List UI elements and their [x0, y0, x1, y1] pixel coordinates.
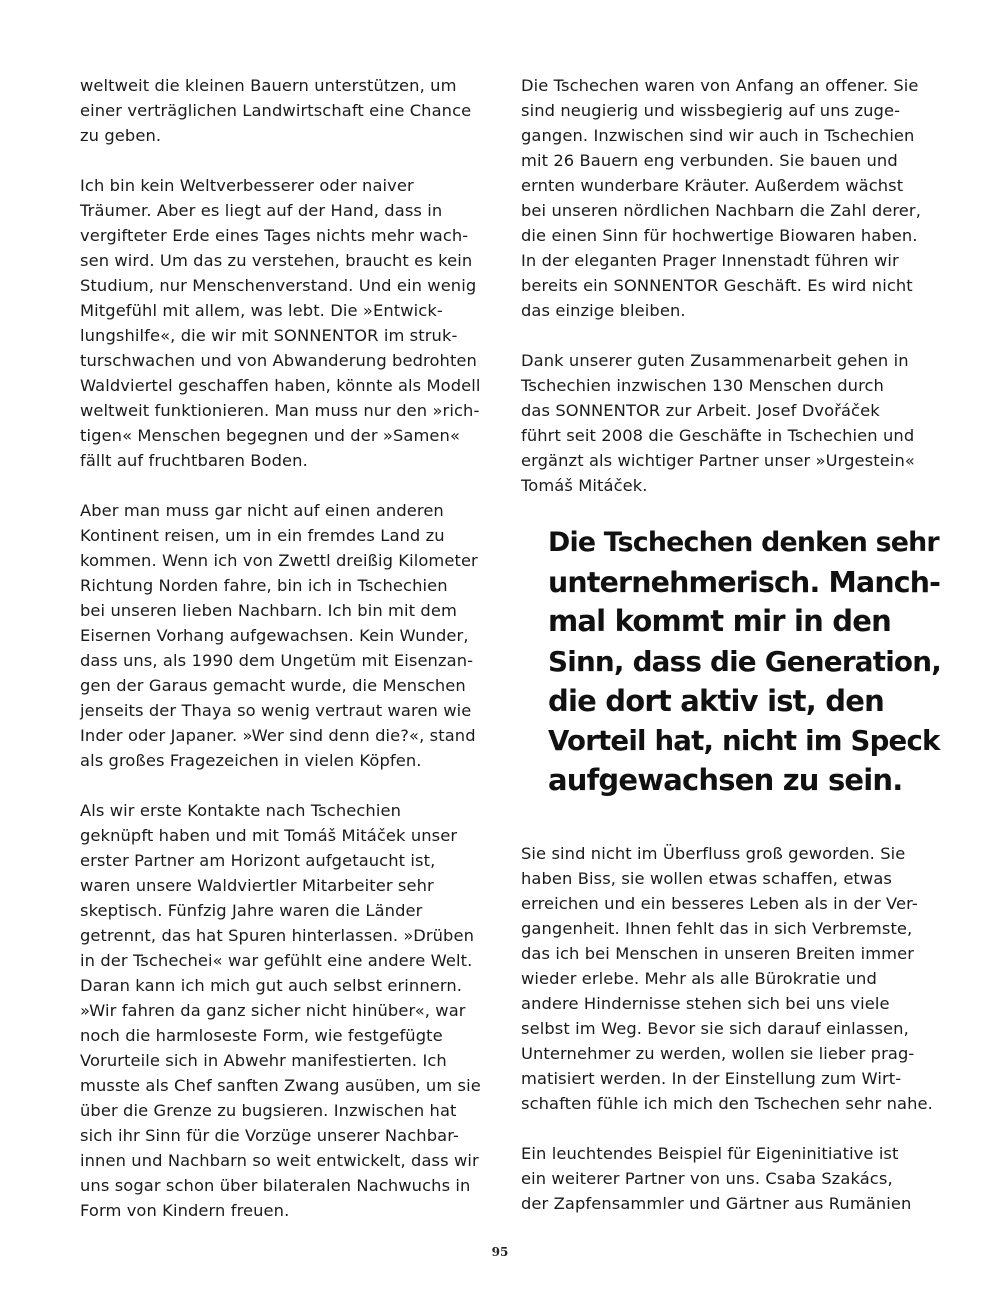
text-line: sind neugierig und wissbegierig auf uns zuge-: [521, 101, 901, 120]
text-line: haben Biss, sie wollen etwas schaffen, etwas: [521, 868, 892, 888]
paragraph-left-3: [80, 498, 500, 773]
text-line: Inder oder Japaner. »Wer sind denn die?«, stand: [80, 726, 476, 745]
text-line: bei unseren nördlichen Nachbarn die Zahl derer,: [521, 201, 921, 220]
text-line: gen der Garaus gemacht wurde, die Menschen: [80, 676, 466, 695]
text-line: wieder erlebe. Mehr als alle Bürokratie und: [521, 968, 877, 988]
text-line: zu geben.: [80, 126, 162, 145]
text-line: getrennt, das hat Spuren hinterlassen. »Drüben: [80, 926, 475, 945]
text-line: dass uns, als 1990 dem Ungetüm mit Eisenzan-: [80, 651, 474, 670]
text-line: fällt auf fruchtbaren Boden.: [80, 451, 308, 470]
text-line: weltweit funktionieren. Man muss nur den »rich-: [80, 401, 480, 420]
text-line: bei unseren lieben Nachbarn. Ich bin mit dem: [80, 601, 457, 620]
pull-quote-line: Vorteil hat, nicht im Speck: [548, 724, 940, 758]
pull-quote-line: aufgewachsen zu sein.: [548, 763, 903, 798]
pull-quote-line: die dort aktiv ist, den: [548, 683, 884, 718]
text-line: »Wir fahren da ganz sicher nicht hinüber«, war: [80, 1001, 466, 1020]
text-line: waren unsere Waldviertler Mitarbeiter sehr: [80, 876, 434, 895]
pull-quote-line: Die Tschechen denken sehr: [548, 527, 939, 558]
pull-quote-line: Sinn, dass die Generation,: [548, 645, 941, 679]
text-line: innen und Nachbarn so weit entwickelt, dass wir: [80, 1151, 479, 1170]
text-line: Aber man muss gar nicht auf einen anderen: [80, 501, 444, 520]
text-line: vergifteter Erde eines Tages nichts mehr wach-: [80, 226, 469, 245]
text-line: als großes Fragezeichen in vielen Köpfen.: [80, 751, 422, 770]
text-line: jenseits der Thaya so wenig vertraut waren wie: [80, 701, 472, 720]
text-line: Form von Kindern freuen.: [80, 1201, 290, 1220]
page-number: 95: [491, 1245, 509, 1259]
text-line: das einzige bleiben.: [521, 301, 686, 320]
text-line: Unternehmer zu werden, wollen sie lieber prag-: [521, 1043, 915, 1063]
text-line: erster Partner am Horizont aufgetaucht ist,: [80, 851, 436, 870]
text-line: noch die harmloseste Form, wie festgefügte: [80, 1026, 443, 1045]
text-line: geknüpft haben und mit Tomáš Mitáček unser: [80, 826, 458, 845]
text-line: andere Hindernisse stehen sich bei uns viele: [521, 993, 890, 1013]
text-line: ernten wunderbare Kräuter. Außerdem wächst: [521, 176, 904, 195]
text-line: ein weiterer Partner von uns. Csaba Szakács,: [521, 1168, 893, 1188]
text-line: das ich bei Menschen in unseren Breiten immer: [521, 943, 915, 963]
text-line: ergänzt als wichtiger Partner unser »Urgestein«: [521, 451, 915, 470]
text-line: matisiert werden. In der Einstellung zum Wirt-: [521, 1068, 902, 1088]
text-line: Als wir erste Kontakte nach Tschechien: [80, 801, 401, 820]
text-line: Daran kann ich mich gut auch selbst erinnern.: [80, 976, 463, 995]
paragraph-right-2: [521, 348, 941, 498]
paragraph-left-2: [80, 173, 500, 473]
text-line: Waldviertel geschaffen haben, könnte als Modell: [80, 376, 481, 395]
text-line: skeptisch. Fünfzig Jahre waren die Länder: [80, 901, 423, 920]
text-line: uns sogar schon über bilateralen Nachwuchs in: [80, 1176, 471, 1195]
paragraph-right-4: [521, 1141, 941, 1216]
text-line: kommen. Wenn ich von Zwettl dreißig Kilometer: [80, 551, 478, 570]
text-line: selbst im Weg. Bevor sie sich darauf einlassen,: [521, 1018, 909, 1038]
text-line: Tomáš Mitáček.: [521, 476, 648, 495]
text-line: Sie sind nicht im Überfluss groß geworden. Sie: [521, 843, 906, 863]
text-line: Vorurteile sich in Abwehr manifestierten. Ich: [80, 1051, 447, 1070]
text-line: Studium, nur Menschenverstand. Und ein wenig: [80, 276, 477, 295]
text-line: der Zapfensammler und Gärtner aus Rumänien: [521, 1193, 912, 1213]
text-line: schaften fühle ich mich den Tschechen sehr nahe.: [521, 1093, 933, 1113]
text-line: mit 26 Bauern eng verbunden. Sie bauen und: [521, 151, 898, 170]
text-line: Dank unserer guten Zusammenarbeit gehen in: [521, 351, 909, 370]
paragraph-left-4: [80, 798, 500, 1223]
text-line: Eisernen Vorhang aufgewachsen. Kein Wunder,: [80, 626, 469, 645]
pull-quote-line: unternehmerisch. Manch-: [548, 565, 941, 599]
text-line: Richtung Norden fahre, bin ich in Tschechien: [80, 576, 448, 595]
text-line: Kontinent reisen, um in ein fremdes Land zu: [80, 526, 445, 545]
text-line: sen wird. Um das zu verstehen, braucht es kein: [80, 251, 473, 270]
text-line: musste als Chef sanften Zwang ausüben, um sie: [80, 1076, 481, 1095]
paragraph-left-1: [80, 73, 500, 148]
text-line: Tschechien inzwischen 130 Menschen durch: [521, 376, 884, 395]
text-line: gangenheit. Ihnen fehlt das in sich Verbremste,: [521, 918, 913, 938]
text-line: Die Tschechen waren von Anfang an offener. Sie: [521, 76, 919, 95]
text-line: Ich bin kein Weltverbesserer oder naiver: [80, 176, 414, 195]
text-line: in der Tschechei« war gefühlt eine andere Welt.: [80, 951, 473, 970]
paragraph-right-1: [521, 73, 941, 323]
text-line: weltweit die kleinen Bauern unterstützen, um: [80, 76, 457, 95]
pull-quote: [548, 523, 941, 801]
text-line: erreichen und ein besseres Leben als in der Ver-: [521, 893, 918, 913]
text-line: turschwachen und von Abwanderung bedrohten: [80, 351, 477, 370]
text-line: über die Grenze zu bugsieren. Inzwischen hat: [80, 1101, 457, 1120]
text-line: die einen Sinn für hochwertige Biowaren haben.: [521, 226, 918, 245]
text-line: Mitgefühl mit allem, was lebt. Die »Entwick-: [80, 301, 443, 320]
text-line: tigen« Menschen begegnen und der »Samen«: [80, 426, 461, 445]
text-line: das SONNENTOR zur Arbeit. Josef Dvořáček: [521, 401, 880, 420]
pull-quote-line: mal kommt mir in den: [548, 604, 891, 639]
text-line: bereits ein SONNENTOR Geschäft. Es wird nicht: [521, 276, 913, 295]
text-line: lungshilfe«, die wir mit SONNENTOR im struk-: [80, 326, 458, 345]
left-column: [80, 73, 500, 1248]
text-line: In der eleganten Prager Innenstadt führen wir: [521, 251, 899, 270]
text-line: Träumer. Aber es liegt auf der Hand, dass in: [80, 201, 443, 220]
text-line: Ein leuchtendes Beispiel für Eigeninitiative ist: [521, 1143, 899, 1163]
right-column: [521, 73, 941, 1241]
paragraph-right-3: [521, 841, 941, 1116]
text-line: führt seit 2008 die Geschäfte in Tschechien und: [521, 426, 915, 445]
text-line: einer verträglichen Landwirtschaft eine Chance: [80, 101, 472, 120]
text-line: gangen. Inzwischen sind wir auch in Tschechien: [521, 126, 915, 145]
text-line: sich ihr Sinn für die Vorzüge unserer Nachbar-: [80, 1126, 459, 1145]
